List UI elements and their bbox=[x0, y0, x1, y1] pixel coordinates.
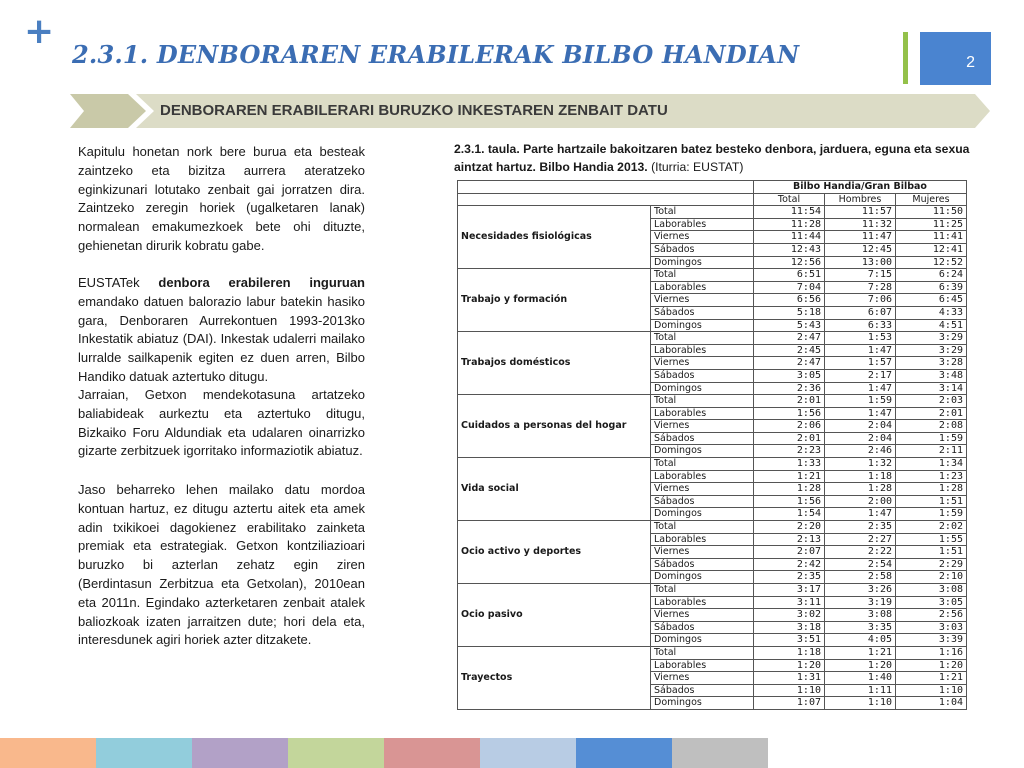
time-value: 1:20 bbox=[754, 659, 825, 672]
footer-color-block bbox=[192, 738, 288, 768]
day-label: Sábados bbox=[651, 621, 754, 634]
day-label: Domingos bbox=[651, 445, 754, 458]
day-label: Total bbox=[651, 395, 754, 408]
table-row bbox=[458, 332, 967, 345]
day-label: Viernes bbox=[651, 420, 754, 433]
time-value: 3:11 bbox=[754, 596, 825, 609]
day-label: Domingos bbox=[651, 634, 754, 647]
time-value: 1:47 bbox=[825, 407, 896, 420]
time-use-table bbox=[457, 180, 967, 710]
time-value: 2:10 bbox=[896, 571, 967, 584]
day-label: Sábados bbox=[651, 495, 754, 508]
day-label: Domingos bbox=[651, 319, 754, 332]
day-label: Sábados bbox=[651, 684, 754, 697]
time-value: 1:57 bbox=[825, 357, 896, 370]
day-label: Viernes bbox=[651, 294, 754, 307]
time-value: 2:47 bbox=[754, 357, 825, 370]
time-value: 1:21 bbox=[896, 672, 967, 685]
time-value: 11:47 bbox=[825, 231, 896, 244]
paragraph-2-start: EUSTATek bbox=[78, 275, 159, 290]
time-value: 3:19 bbox=[825, 596, 896, 609]
day-label: Laborables bbox=[651, 659, 754, 672]
time-value: 1:59 bbox=[825, 395, 896, 408]
day-label: Laborables bbox=[651, 470, 754, 483]
column-header: Total bbox=[754, 193, 825, 206]
time-value: 12:41 bbox=[896, 243, 967, 256]
time-value: 1:20 bbox=[896, 659, 967, 672]
time-value: 1:23 bbox=[896, 470, 967, 483]
footer-color-block bbox=[384, 738, 480, 768]
time-value: 2:01 bbox=[896, 407, 967, 420]
time-value: 2:04 bbox=[825, 432, 896, 445]
time-value: 2:07 bbox=[754, 546, 825, 559]
time-value: 12:45 bbox=[825, 243, 896, 256]
footer-color-block bbox=[0, 738, 96, 768]
time-value: 1:40 bbox=[825, 672, 896, 685]
day-label: Sábados bbox=[651, 432, 754, 445]
day-label: Laborables bbox=[651, 596, 754, 609]
time-value: 3:48 bbox=[896, 369, 967, 382]
time-value: 2:08 bbox=[896, 420, 967, 433]
column-header: Hombres bbox=[825, 193, 896, 206]
day-label: Laborables bbox=[651, 344, 754, 357]
time-value: 1:11 bbox=[825, 684, 896, 697]
time-value: 2:29 bbox=[896, 558, 967, 571]
day-label: Domingos bbox=[651, 382, 754, 395]
category-label: Trayectos bbox=[458, 646, 651, 709]
time-value: 6:51 bbox=[754, 269, 825, 282]
day-label: Domingos bbox=[651, 256, 754, 269]
day-label: Laborables bbox=[651, 407, 754, 420]
category-label: Ocio activo y deportes bbox=[458, 521, 651, 584]
time-value: 1:34 bbox=[896, 458, 967, 471]
plus-icon: + bbox=[24, 11, 55, 52]
day-label: Viernes bbox=[651, 483, 754, 496]
time-value: 1:51 bbox=[896, 546, 967, 559]
day-label: Total bbox=[651, 458, 754, 471]
time-value: 3:02 bbox=[754, 609, 825, 622]
time-value: 2:45 bbox=[754, 344, 825, 357]
time-value: 1:18 bbox=[754, 646, 825, 659]
footer-color-block bbox=[576, 738, 672, 768]
time-value: 1:47 bbox=[825, 344, 896, 357]
day-label: Total bbox=[651, 521, 754, 534]
column-header: Mujeres bbox=[896, 193, 967, 206]
time-value: 1:56 bbox=[754, 407, 825, 420]
time-value: 3:26 bbox=[825, 584, 896, 597]
time-value: 1:28 bbox=[896, 483, 967, 496]
table-row bbox=[458, 458, 967, 471]
time-value: 11:50 bbox=[896, 206, 967, 219]
time-value: 3:03 bbox=[896, 621, 967, 634]
table-row bbox=[458, 269, 967, 282]
paragraph-4: Jaso beharreko lehen mailako datu mordoa kontuan hartuz, ez ditugu aztertu aitek eta amek adin txikikoei dagokienez erabilitako zainketa premiak eta estrategiak. Getxon kontziliazioari buruzko bi azterlan zehatz egin ziren (Berdintasun Zerbitzua eta Getxolan), 2010ean eta 2011n. Egindako azterketaren zenbait atalek baliozkoak izaten jarraitzen dute; hori dela eta, interesdunek agiri horiek azter ditzakete. bbox=[78, 482, 365, 648]
time-value: 6:39 bbox=[896, 281, 967, 294]
time-value: 1:20 bbox=[825, 659, 896, 672]
time-value: 12:56 bbox=[754, 256, 825, 269]
day-label: Viernes bbox=[651, 357, 754, 370]
footer-color-block bbox=[480, 738, 576, 768]
time-value: 2:20 bbox=[754, 521, 825, 534]
accent-bar bbox=[903, 32, 908, 84]
category-label: Vida social bbox=[458, 458, 651, 521]
time-value: 11:25 bbox=[896, 218, 967, 231]
time-value: 1:53 bbox=[825, 332, 896, 345]
day-label: Laborables bbox=[651, 281, 754, 294]
time-value: 2:17 bbox=[825, 369, 896, 382]
time-value: 5:18 bbox=[754, 306, 825, 319]
time-value: 2:11 bbox=[896, 445, 967, 458]
time-value: 1:28 bbox=[754, 483, 825, 496]
time-value: 1:16 bbox=[896, 646, 967, 659]
day-label: Sábados bbox=[651, 306, 754, 319]
paragraph-2-bold: denbora erabileren inguruan bbox=[158, 275, 365, 290]
table-header-row bbox=[458, 181, 967, 194]
table-row bbox=[458, 206, 967, 219]
header-spacer bbox=[458, 193, 754, 206]
time-value: 1:33 bbox=[754, 458, 825, 471]
paragraph-3: Jarraian, Getxon mendekotasuna artatzeko baliabideak aurkeztu eta aztertuko ditugu, Bizkaiko Foru Aldundiak eta udalaren oinarrizko gizarte zerbitzuek igorritako informaziotik abiatuz. bbox=[78, 387, 365, 459]
time-value: 3:05 bbox=[754, 369, 825, 382]
banner-text: DENBORAREN ERABILERARI BURUZKO INKESTAREN ZENBAIT DATU bbox=[160, 102, 668, 119]
time-value: 7:28 bbox=[825, 281, 896, 294]
day-label: Total bbox=[651, 332, 754, 345]
day-label: Sábados bbox=[651, 243, 754, 256]
time-value: 2:04 bbox=[825, 420, 896, 433]
paragraph-2 bbox=[78, 274, 365, 387]
time-value: 11:32 bbox=[825, 218, 896, 231]
time-value: 3:35 bbox=[825, 621, 896, 634]
day-label: Domingos bbox=[651, 571, 754, 584]
time-value: 6:56 bbox=[754, 294, 825, 307]
time-value: 1:54 bbox=[754, 508, 825, 521]
time-value: 2:06 bbox=[754, 420, 825, 433]
page-title: 2.3.1. DENBORAREN ERABILERAK BILBO HANDIAN bbox=[72, 40, 800, 69]
time-value: 1:21 bbox=[825, 646, 896, 659]
category-label: Cuidados a personas del hogar bbox=[458, 395, 651, 458]
time-value: 2:01 bbox=[754, 395, 825, 408]
time-value: 2:13 bbox=[754, 533, 825, 546]
time-value: 3:51 bbox=[754, 634, 825, 647]
page-number: 2 bbox=[966, 54, 975, 71]
day-label: Laborables bbox=[651, 533, 754, 546]
paragraph-2-end: emandako datuen balorazio labur batekin hasiko gara, Denboraren Aurrekontuen 1993-2013ko Inkestatik abiatuz (DAI). Inkestak udalerri mailako lurralde sailkapenik egiten ez duen arren, Bilbo Handiko datuak aztertuko ditugu. bbox=[78, 293, 365, 384]
footer-color-block bbox=[288, 738, 384, 768]
time-value: 2:22 bbox=[825, 546, 896, 559]
time-value: 11:28 bbox=[754, 218, 825, 231]
time-value: 1:31 bbox=[754, 672, 825, 685]
time-value: 1:47 bbox=[825, 508, 896, 521]
time-value: 2:35 bbox=[825, 521, 896, 534]
table-column-header-row bbox=[458, 193, 967, 206]
time-value: 6:45 bbox=[896, 294, 967, 307]
time-value: 1:55 bbox=[896, 533, 967, 546]
time-value: 2:36 bbox=[754, 382, 825, 395]
time-value: 11:57 bbox=[825, 206, 896, 219]
day-label: Laborables bbox=[651, 218, 754, 231]
table-row bbox=[458, 521, 967, 534]
time-value: 3:18 bbox=[754, 621, 825, 634]
time-value: 3:29 bbox=[896, 332, 967, 345]
day-label: Viernes bbox=[651, 609, 754, 622]
time-value: 2:02 bbox=[896, 521, 967, 534]
time-value: 3:08 bbox=[825, 609, 896, 622]
time-value: 7:15 bbox=[825, 269, 896, 282]
time-value: 11:44 bbox=[754, 231, 825, 244]
time-value: 3:14 bbox=[896, 382, 967, 395]
time-value: 2:23 bbox=[754, 445, 825, 458]
time-value: 4:05 bbox=[825, 634, 896, 647]
time-value: 2:46 bbox=[825, 445, 896, 458]
time-value: 4:33 bbox=[896, 306, 967, 319]
time-value: 1:21 bbox=[754, 470, 825, 483]
footer-color-block bbox=[96, 738, 192, 768]
time-value: 11:41 bbox=[896, 231, 967, 244]
time-value: 2:27 bbox=[825, 533, 896, 546]
table-row bbox=[458, 395, 967, 408]
category-label: Trabajos domésticos bbox=[458, 332, 651, 395]
time-value: 7:04 bbox=[754, 281, 825, 294]
time-value: 6:33 bbox=[825, 319, 896, 332]
category-label: Trabajo y formación bbox=[458, 269, 651, 332]
time-value: 3:17 bbox=[754, 584, 825, 597]
time-value: 2:54 bbox=[825, 558, 896, 571]
table-row bbox=[458, 584, 967, 597]
day-label: Total bbox=[651, 269, 754, 282]
table-caption bbox=[454, 140, 988, 176]
footer-color-block bbox=[672, 738, 768, 768]
paragraph-1: Kapitulu honetan nork bere burua eta besteak zaintzeko eta bizitza aurrera ateratzeko eginkizunari lotutako zenbait gai jorratzen dira. Zaintzeko zeregin horiek (ugalketaren lanak) normalean emakumezkoek bete ohi dituzte, gehienetan dirurik kobratu gabe. bbox=[78, 144, 365, 253]
category-label: Necesidades fisiológicas bbox=[458, 206, 651, 269]
time-value: 1:07 bbox=[754, 697, 825, 710]
time-value: 3:39 bbox=[896, 634, 967, 647]
page-number-box bbox=[920, 32, 991, 85]
day-label: Total bbox=[651, 646, 754, 659]
day-label: Viernes bbox=[651, 546, 754, 559]
category-label: Ocio pasivo bbox=[458, 584, 651, 647]
time-value: 12:43 bbox=[754, 243, 825, 256]
day-label: Domingos bbox=[651, 508, 754, 521]
time-value: 3:29 bbox=[896, 344, 967, 357]
time-value: 1:59 bbox=[896, 432, 967, 445]
time-value: 2:58 bbox=[825, 571, 896, 584]
time-value: 5:43 bbox=[754, 319, 825, 332]
time-value: 1:47 bbox=[825, 382, 896, 395]
time-value: 13:00 bbox=[825, 256, 896, 269]
time-value: 1:56 bbox=[754, 495, 825, 508]
time-value: 6:24 bbox=[896, 269, 967, 282]
table-row bbox=[458, 646, 967, 659]
day-label: Viernes bbox=[651, 672, 754, 685]
caption-title: 2.3.1. taula. Parte hartzaile bakoitzaren batez besteko denbora, jarduera, eguna eta sexua aintzat hartuz. Bilbo Handia 2013. bbox=[454, 142, 970, 174]
section-banner bbox=[70, 94, 990, 128]
day-label: Viernes bbox=[651, 231, 754, 244]
time-value: 1:51 bbox=[896, 495, 967, 508]
day-label: Total bbox=[651, 206, 754, 219]
group-header: Bilbo Handia/Gran Bilbao bbox=[754, 181, 967, 194]
time-value: 1:10 bbox=[896, 684, 967, 697]
header-spacer bbox=[458, 181, 754, 194]
time-value: 11:54 bbox=[754, 206, 825, 219]
time-value: 1:59 bbox=[896, 508, 967, 521]
time-value: 1:28 bbox=[825, 483, 896, 496]
time-value: 3:08 bbox=[896, 584, 967, 597]
time-value: 1:32 bbox=[825, 458, 896, 471]
time-value: 2:42 bbox=[754, 558, 825, 571]
time-value: 1:10 bbox=[825, 697, 896, 710]
time-value: 1:04 bbox=[896, 697, 967, 710]
time-value: 2:35 bbox=[754, 571, 825, 584]
time-value: 2:56 bbox=[896, 609, 967, 622]
caption-source: (Iturria: EUSTAT) bbox=[647, 160, 744, 174]
time-value: 3:05 bbox=[896, 596, 967, 609]
time-value: 7:06 bbox=[825, 294, 896, 307]
time-value: 4:51 bbox=[896, 319, 967, 332]
time-value: 2:47 bbox=[754, 332, 825, 345]
day-label: Sábados bbox=[651, 558, 754, 571]
day-label: Sábados bbox=[651, 369, 754, 382]
time-value: 2:01 bbox=[754, 432, 825, 445]
time-value: 12:52 bbox=[896, 256, 967, 269]
time-value: 3:28 bbox=[896, 357, 967, 370]
time-value: 2:00 bbox=[825, 495, 896, 508]
time-value: 2:03 bbox=[896, 395, 967, 408]
day-label: Domingos bbox=[651, 697, 754, 710]
time-value: 1:18 bbox=[825, 470, 896, 483]
time-value: 6:07 bbox=[825, 306, 896, 319]
time-value: 1:10 bbox=[754, 684, 825, 697]
day-label: Total bbox=[651, 584, 754, 597]
